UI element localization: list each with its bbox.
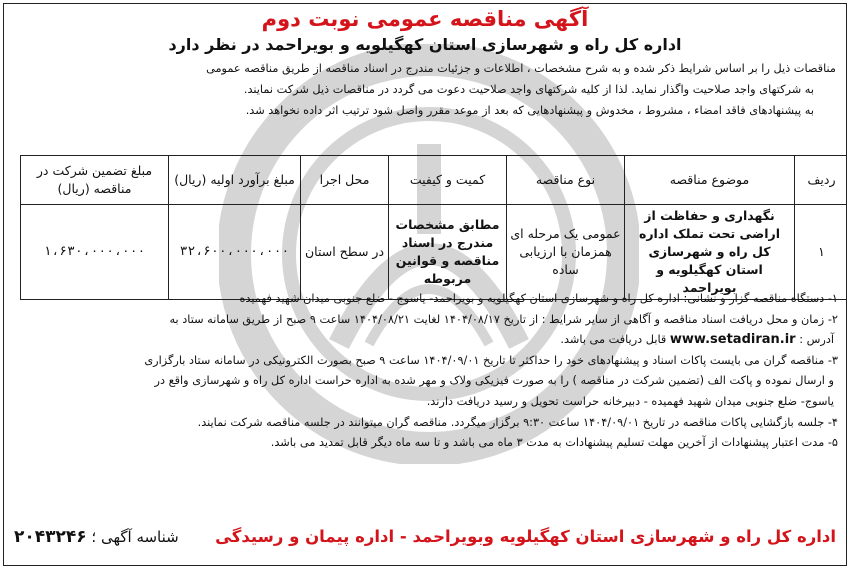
- cell-subject: نگهداری و حفاظت از اراضی تحت تملک اداره کل راه و شهرسازی استان کهگیلویه و بویراحمد: [625, 205, 795, 300]
- cell-estimate: ۳۲،۶۰۰،۰۰۰،۰۰۰: [169, 205, 301, 300]
- header-guarantee: مبلغ تضمین شرکت در مناقصه (ریال): [21, 156, 169, 205]
- ad-title: آگهی مناقصه عمومی نوبت دوم: [261, 7, 589, 31]
- condition-item: ۳- مناقصه گران می بایست پاکات اسناد و پیشنهادهای خود را حداکثر تا تاریخ ۱۴۰۴/۰۹/۰۱ ساعت ۹ صبح بصورت الکترونیکی در سامانه ستاد بارگزاری: [144, 353, 838, 367]
- ad-id: [14, 524, 179, 550]
- header-subject: موضوع مناقصه: [625, 156, 795, 205]
- header-type: نوع مناقصه: [507, 156, 625, 205]
- tender-table: [20, 155, 847, 300]
- cell-guarantee: ۱،۶۳۰،۰۰۰،۰۰۰: [21, 205, 169, 300]
- footer-organization: اداره کل راه و شهرسازی استان کهگیلویه وبویراحمد - اداره پیمان و رسیدگی: [215, 527, 836, 546]
- header-location: محل اجرا: [301, 156, 389, 205]
- cell-location: در سطح استان: [301, 205, 389, 300]
- address-suffix: قابل دریافت می باشد.: [560, 333, 667, 347]
- cell-spec: مطابق مشخصات مندرج در اسناد مناقصه و قوانین مربوطه: [389, 205, 507, 300]
- intro-paragraph: [14, 58, 836, 121]
- header-spec: کمیت و کیفیت: [389, 156, 507, 205]
- condition-item: ۵- مدت اعتبار پیشنهادات از آخرین مهلت تسلیم پیشنهادات به مدت ۳ ماه می باشد و تا سه ماه دیگر قابل تمدید می باشد.: [270, 436, 838, 450]
- condition-item: ۱- دستگاه مناقصه گزار و نشانی: اداره کل راه و شهرسازی استان کهگیلویه و بویراحمد- یاسوج - ضلع جنوبی میدان شهید فهمیده: [239, 292, 838, 305]
- table-header-row: [21, 156, 848, 205]
- intro-line: به پیشنهادهای فاقد امضاء ، مشروط ، مخدوش و پیشنهادهایی که بعد از موعد مقرر واصل شود ترتیب اثر داده نخواهد شد.: [245, 104, 814, 117]
- header-row-number: ردیف: [795, 156, 848, 205]
- ad-id-label: شناسه آگهی ؛: [91, 528, 179, 546]
- condition-item: ۴- جلسه بازگشایی پاکات مناقصه در تاریخ ۱۴۰۴/۰۹/۰۱ ساعت ۹:۳۰ برگزار میگردد. مناقصه گران میتوانند در جلسه مناقصه شرکت نمایند.: [197, 415, 838, 429]
- ad-id-value: ۲۰۴۳۲۴۶: [14, 527, 87, 547]
- setad-website-link[interactable]: www.setadiran.ir: [669, 332, 796, 348]
- condition-item-continued: و ارسال نموده و پاکت الف (تضمین شرکت در مناقصه ) را به صورت فیزیکی ولاک و مهر شده به اداره حراست اداره کل راه و شهرسازی واقع در: [154, 374, 834, 388]
- condition-item-continued: یاسوج- ضلع جنوبی میدان شهید فهمیده - دبیرخانه حراست تحویل و رسید دریافت دارند.: [426, 394, 834, 408]
- ad-subtitle: اداره کل راه و شهرسازی استان کهگیلویه و بویراحمد در نظر دارد: [168, 35, 682, 54]
- cell-row-number: ۱: [795, 205, 848, 300]
- condition-item: ۲- زمان و محل دریافت اسناد مناقصه و آگاهی از سایر شرایط : از تاریخ ۱۴۰۴/۰۸/۱۷ لغایت ۱۴۰۴/۰۸/۲۱ ساعت ۹ صبح از طریق سامانه ستاد به: [169, 312, 838, 326]
- address-label: آدرس :: [799, 333, 834, 347]
- conditions-list: [12, 289, 838, 454]
- intro-line: مناقصات ذیل را بر اساس شرایط ذکر شده و به شرح مشخصات ، اطلاعات و جزئیات مندرج در اسناد مناقصه از طریق مناقصه عمومی: [206, 62, 836, 75]
- header-estimate: مبلغ برآورد اولیه (ریال): [169, 156, 301, 205]
- intro-line: به شرکتهای واجد صلاحیت واگذار نماید. لذا از کلیه شرکتهای واجد صلاحیت دعوت می گردد در مناقصات ذیل شرکت نمایند.: [243, 83, 814, 96]
- condition-item-continued: [12, 330, 838, 351]
- table-row: [21, 205, 848, 300]
- cell-type: عمومی یک مرحله ای همزمان با ارزیابی ساده: [507, 205, 625, 300]
- ad-frame: [3, 3, 847, 566]
